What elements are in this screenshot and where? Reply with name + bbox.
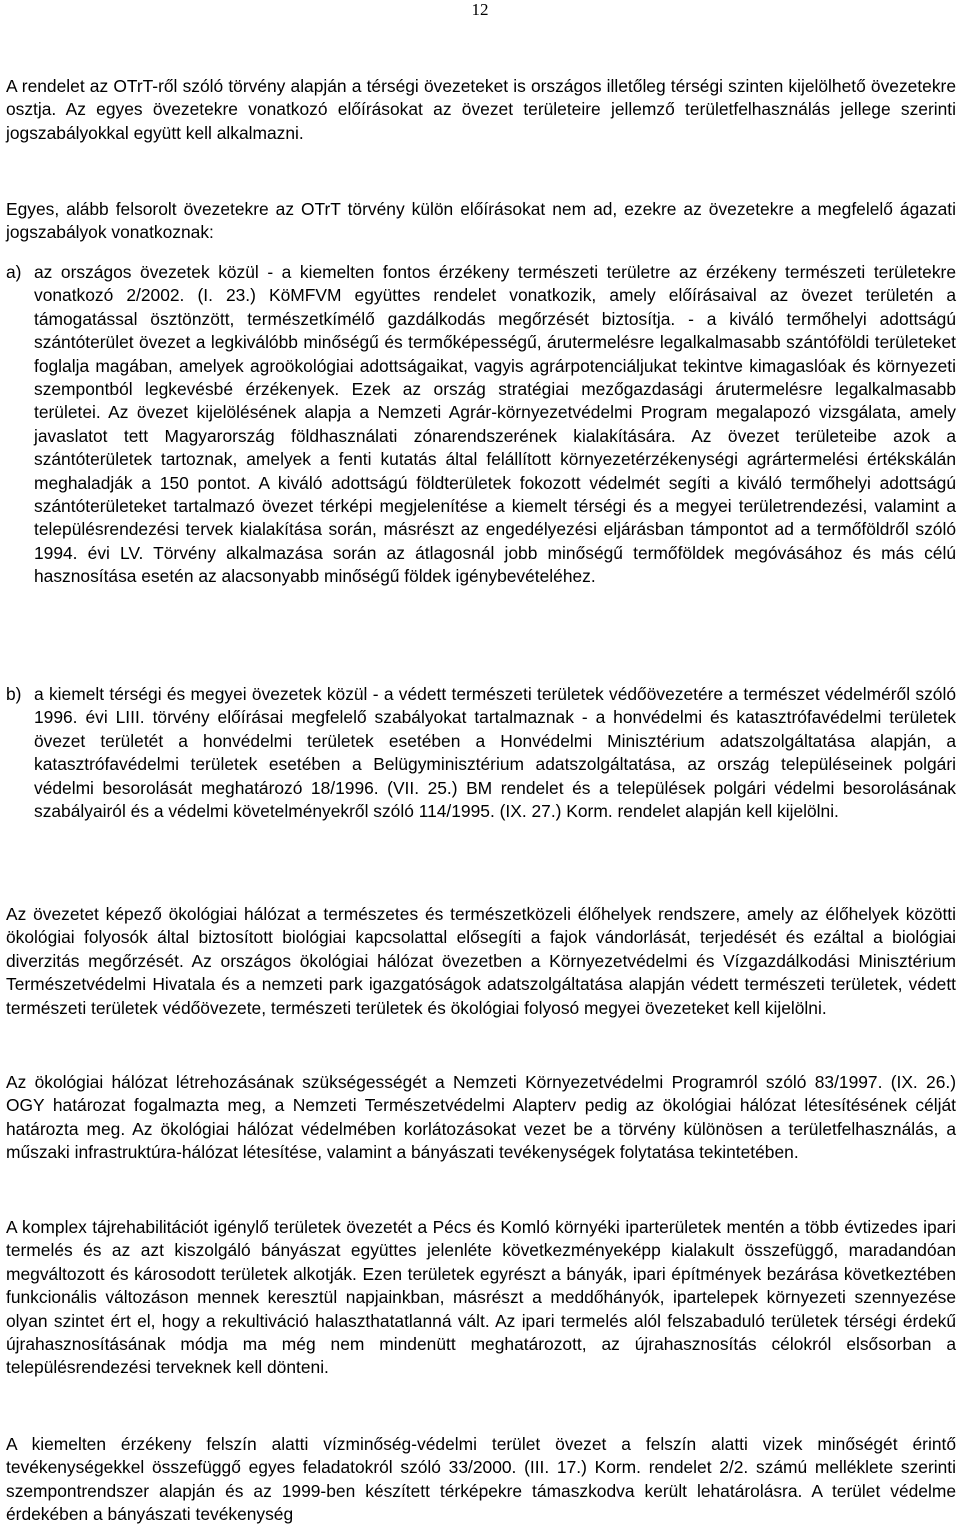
list-item-a — [6, 261, 956, 589]
ecological-network-paragraph: Az övezetet képező ökológiai hálózat a természetes és természetközeli élőhelyek rendszere, amely az élőhelyek közötti ökológiai folyosók által biztosított biológiai kapcsolattal elősegíti a fajok vándorlását, terjedését és ezáltal a biológiai diverzitás megőrzését. Az országos ökológiai hálózat övezetben a Környezetvédelmi és Vízgazdálkodási Minisztérium Természetvédelmi Hivatala és a nemzeti park igazgatóságok adatszolgáltatása alapján védett természeti területek, védett természeti területek védőövezete, természeti területek és ökológiai folyosó megyei övezeteket kell kijelölni. — [6, 904, 956, 1018]
list-item-text: az országos övezetek közül - a kiemelten fontos érzékeny természeti területre az érzékeny természeti területekre vonatkozó 2/2002. (I. 23.) KöMFVM együttes rendelet vonatkozik, amely előírásaival az övezet területén a támogatással ösztönzött, természetkímélő gazdálkodás megőrzését biztosítja. - a kiváló termőhelyi adottságú szántóterület övezet a legkiválóbb minőségű és termőképességű, árutermelésre legalkalmasabb szántóföldi területeket foglalja magában, amelyek agroökológiai adottságaikat, vagyis agrárpotenciáljukat tekintve kimagaslóak és környezeti szempontból legkevésbé érzékenyek. Ezek az ország stratégiai mezőgazdasági árutermelésre legalkalmasabb területei. Az övezet kijelölésének alapja a Nemzeti Agrár-környezetvédelmi Program megalapozó vizsgálata, amely javaslatot tett Magyarország földhasználati zónarendszerének kialakítására. Az övezet területeibe azok a szántóterületek tartoznak, amelyek a fenti kutatás által felállított környezetérzékenységi agrártermelési értékskálán meghaladják a 150 pontot. A kiváló adottságú földterületek fokozott védelmét segíti a kiváló termőhelyi adottságú szántóterületeket tartalmazó övezet térképi megjelenítése a kiemelt térségi és a megyei területrendezési, valamint a településrendezési tervek kialakítása során, másrészt az engedélyezési eljárásban támpontot ad a termőföldről szóló 1994. évi LV. Törvény alkalmazása során az átlagosnál jobb minőségű termőföldek megóvásához és más célú hasznosítása esetén az alacsonyabb minőségű földek igénybevételéhez. — [34, 262, 956, 587]
list-item-label: b) — [6, 684, 22, 704]
landscape-rehabilitation-paragraph: A komplex tájrehabilitációt igénylő területek övezetét a Pécs és Komló környéki iparterületek mentén a több évtizedes ipari termelés és az azt kiszolgáló bányászat együttes jelenléte következményeképp kialakult összefüggő, maradandóan megváltozott és károsodott területek alkotják. Ezen területek egyrészt a bányák, ipari építmények bezárása következtében funkcionális változáson mennek keresztül napjainkban, másrészt a meddőhányók, ipartelepek környezeti szennyezése olyan szintet ért el, hogy a rekultiváció halaszthatatlanná vált. Az ipari termelés alól felszabaduló területek térségi érdekű újrahasznosításának módja ma még nem mindenütt meghatározott, az újrahasznosítás célokról elsősorban a településrendezési terveknek kell dönteni. — [6, 1217, 956, 1378]
list-item-label: a) — [6, 262, 22, 282]
intro-paragraph: A rendelet az OTrT-ről szóló törvény alapján a térségi övezeteket is országos illetőleg térségi szinten kijelölhető övezetekre osztja. Az egyes övezetekre vonatkozó előírásokat az övezet területeire jellemző területfelhasználás jellege szerinti jogszabályokkal együtt kell alkalmazni. — [6, 76, 956, 143]
ecological-network-law-paragraph: Az ökológiai hálózat létrehozásának szükségességét a Nemzeti Környezetvédelmi Programról szóló 83/1997. (IX. 26.) OGY határozat fogalmazta meg, a Nemzeti Természetvédelmi Alapterv pedig az ökológiai hálózat létesítésének célját határozta meg. Az ökológiai hálózat védelmében korlátozásokat vezet be a törvény különösen a területfelhasználás, a műszaki infrastruktúra-hálózat létesítése, valamint a bányászati tevékenységek folytatása tekintetében. — [6, 1072, 956, 1163]
list-item-text: a kiemelt térségi és megyei övezetek közül - a védett természeti területek védőövezetére a természet védelméről szóló 1996. évi LIII. törvény előírásai megfelelő szabályokat tartalmaznak - a honvédelmi és katasztrófavédelmi területek övezet területét a honvédelmi területek esetében a Honvédelmi Minisztérium adatszolgáltatása alapján, a katasztrófavédelmi területek esetében a Belügyminisztérium adatszolgáltatása, az ország településeinek polgári védelmi besorolását meghatározó 18/1996. (VII. 25.) BM rendelet és a települések polgári védelmi besorolásának szabályairól és a védelmi követelményekről szóló 114/1995. (IX. 27.) Korm. rendelet alapján kell kijelölni. — [34, 684, 956, 822]
page-number: 12 — [471, 0, 489, 19]
groundwater-protection-paragraph: A kiemelten érzékeny felszín alatti vízminőség-védelmi terület övezet a felszín alatti vizek minőségét érintő tevékenységekkel összefüggő egyes feladatokról szóló 33/2000. (III. 17.) Korm. rendelet 2/2. számú melléklete szerinti szempontrendszer alapján és az 1999-ben készített térképekre támaszkodva került lehatárolásra. A terület védelme érdekében a bányászati tevékenység — [6, 1434, 956, 1525]
list-item-b — [6, 683, 956, 823]
zones-intro-paragraph: Egyes, alább felsorolt övezetekre az OTrT törvény külön előírásokat nem ad, ezekre az övezetekre a megfelelő ágazati jogszabályok vonatkoznak: — [6, 199, 956, 243]
